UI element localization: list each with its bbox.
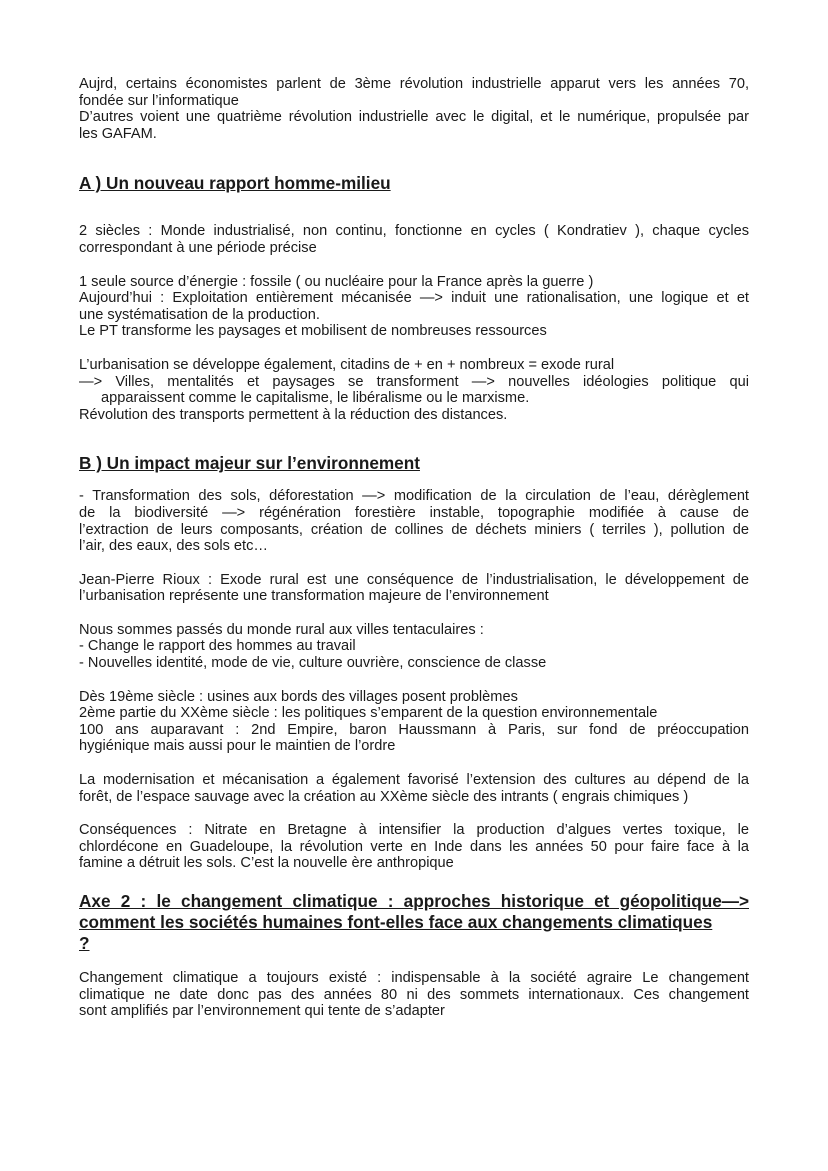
text-line: D’autres voient une quatrième révolution industrielle avec le digital, et le numérique, propulsée par [79,109,749,126]
axe-2-heading [79,891,749,954]
text-line: une systématisation de la production. [79,306,320,323]
text-line: - Nouvelles identité, mode de vie, culture ouvrière, conscience de classe [79,655,547,672]
text-line: hygiénique mais aussi pour le maintien de l’ordre [79,738,396,755]
text-line: l’extraction de leurs composants, création de collines de déchets miniers ( terriles ), pollution de [79,521,749,538]
heading-line: ? [79,933,90,953]
text-line: - Change le rapport des hommes au travail [79,638,356,655]
heading-line: Axe 2 : le changement climatique : approches historique et géopolitique—> [79,891,749,911]
section-a-paragraph-2 [79,274,749,340]
text-line: 2 siècles : Monde industrialisé, non continu, fonctionne en cycles ( Kondratiev ), chaque cycles [79,223,749,240]
text-line: apparaissent comme le capitalisme, le libéralisme ou le marxisme. [101,390,530,407]
section-a-paragraph-1 [79,223,749,256]
document-page [79,76,749,1020]
text-line: La modernisation et mécanisation a également favorisé l’extension des cultures au dépend de la [79,772,749,789]
text-line: les GAFAM. [79,125,157,142]
text-line: Aujourd’hui : Exploitation entièrement mécanisée —> induit une rationalisation, une logique et et [79,290,749,307]
section-b-paragraph-5 [79,772,749,805]
section-b-heading: B ) Un impact majeur sur l’environnement [79,453,420,474]
text-line: de la biodiversité —> régénération forestière instable, topographie modifiée à cause de [79,504,749,521]
section-b-paragraph-3 [79,622,749,672]
section-b-paragraph-2 [79,572,749,605]
intro-paragraph [79,76,749,142]
section-b-paragraph-4 [79,689,749,755]
text-line: correspondant à une période précise [79,239,317,256]
text-line: l’air, des eaux, des sols etc… [79,538,268,555]
text-line: Changement climatique a toujours existé : indispensable à la société agraire Le changement [79,970,749,986]
text-line: climatique ne date donc pas des années 80 ni des sommets internationaux. Ces changement [79,986,749,1003]
text-line: fondée sur l’informatique [79,92,239,109]
text-line: sont amplifiés par l’environnement qui tente de s’adapter [79,1003,445,1020]
text-line: Le PT transforme les paysages et mobilisent de nombreuses ressources [79,323,547,340]
text-line: Conséquences : Nitrate en Bretagne à intensifier la production d’algues vertes toxique, le [79,822,749,839]
section-b-paragraph-1 [79,488,749,554]
text-line: forêt, de l’espace sauvage avec la création au XXème siècle des intrants ( engrais chimiques ) [79,788,689,805]
section-a-paragraph-3 [79,357,749,423]
text-line: Jean-Pierre Rioux : Exode rural est une conséquence de l’industrialisation, le développement de [79,571,749,588]
text-line: 2ème partie du XXème siècle : les politiques s’emparent de la question environnementale [79,705,658,722]
text-line: - Transformation des sols, déforestation —> modification de la circulation de l’eau, dérèglement [79,488,749,505]
axe-2-paragraph-1 [79,970,749,1020]
text-line: l’urbanisation représente une transformation majeure de l’environnement [79,588,549,605]
text-line: L’urbanisation se développe également, citadins de + en + nombreux = exode rural [79,356,615,373]
text-line: —> Villes, mentalités et paysages se transforment —> nouvelles idéologies politique qui [79,373,749,390]
text-line: Aujrd, certains économistes parlent de 3ème révolution industrielle apparut vers les années 70, [79,76,749,92]
text-line: 100 ans auparavant : 2nd Empire, baron Haussmann à Paris, sur fond de préoccupation [79,721,749,738]
text-line: Dès 19ème siècle : usines aux bords des villages posent problèmes [79,688,518,705]
heading-line: comment les sociétés humaines font-elles face aux changements climatiques [79,912,713,932]
text-line: famine a détruit les sols. C’est la nouvelle ère anthropique [79,855,454,872]
section-a-heading: A ) Un nouveau rapport homme-milieu [79,173,391,194]
section-b-paragraph-6 [79,822,749,872]
text-line: 1 seule source d’énergie : fossile ( ou nucléaire pour la France après la guerre ) [79,273,594,290]
text-line: Révolution des transports permettent à la réduction des distances. [79,406,508,423]
text-line: Nous sommes passés du monde rural aux villes tentaculaires : [79,621,484,638]
text-line: chlordécone en Guadeloupe, la révolution verte en Inde dans les années 50 pour faire face à la [79,838,749,855]
